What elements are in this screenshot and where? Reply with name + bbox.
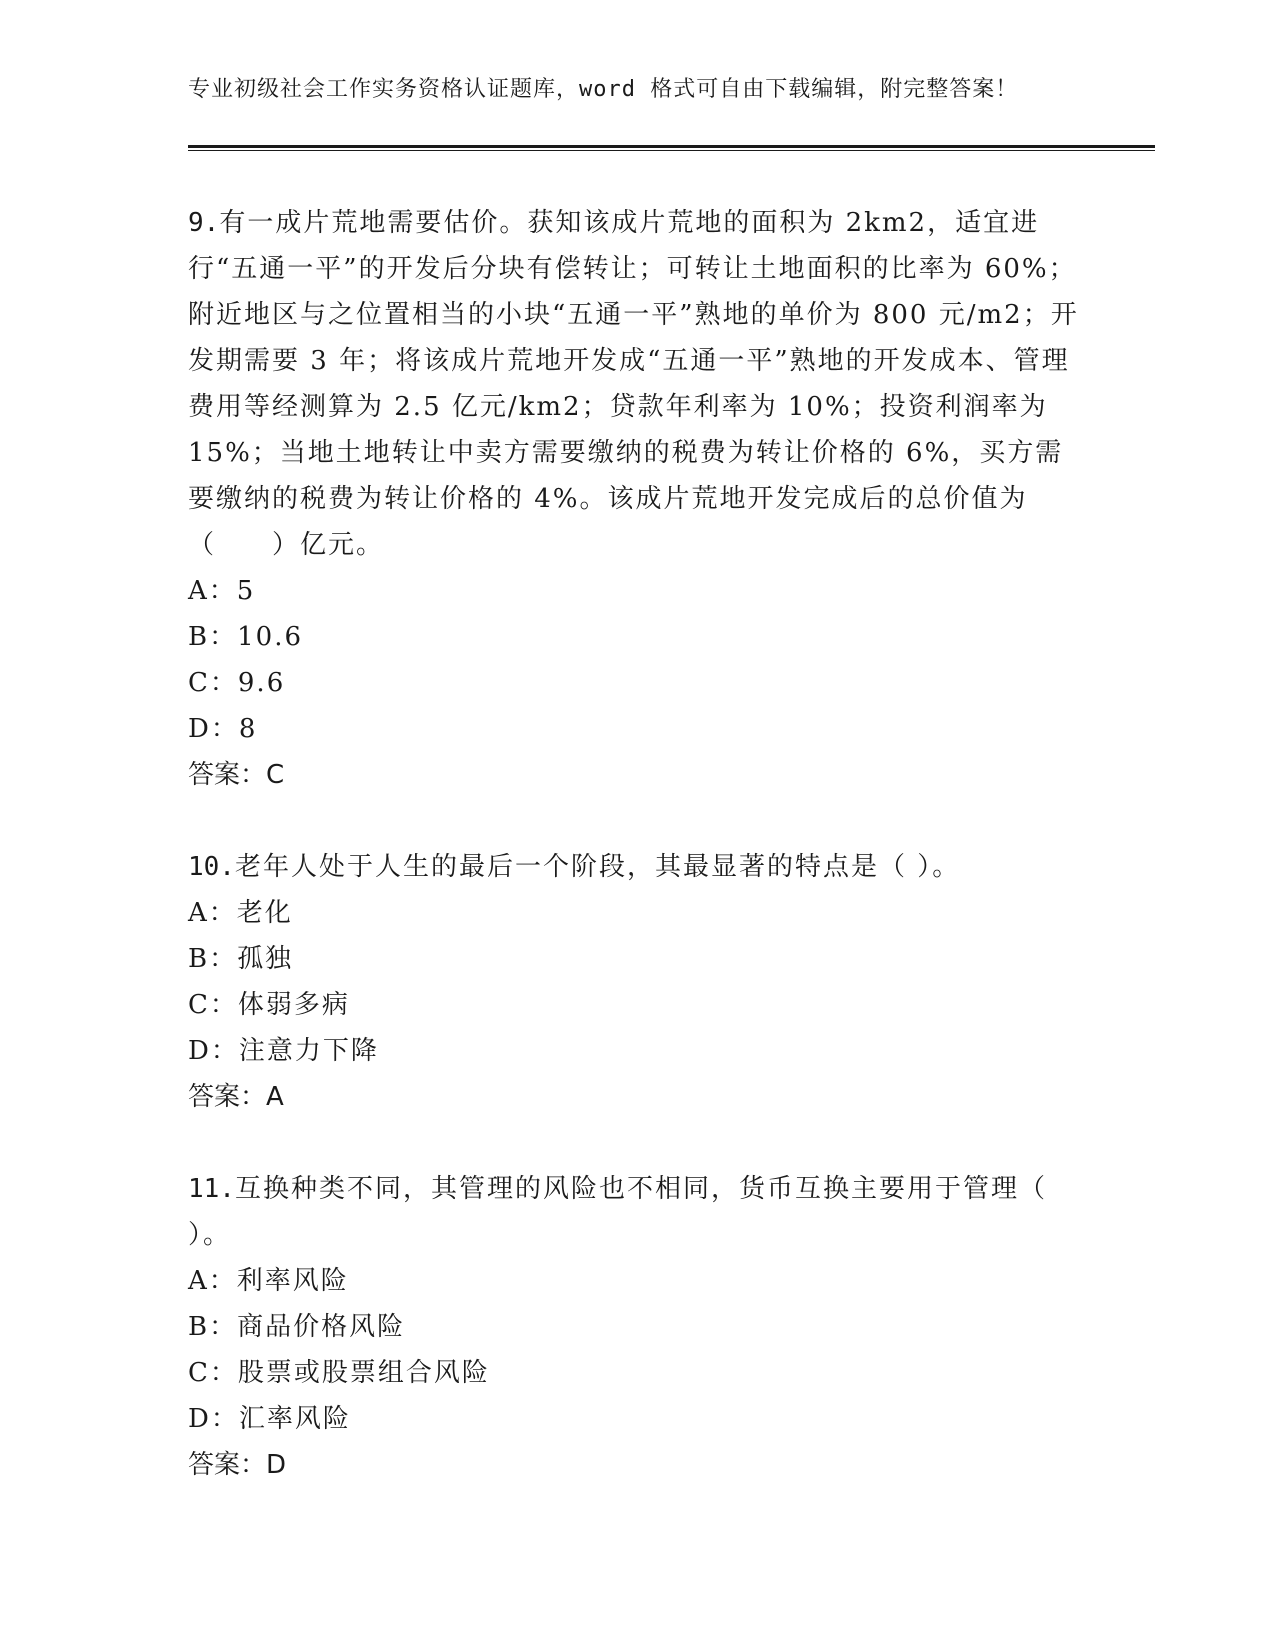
answer-line: 答案：D — [188, 1450, 287, 1480]
question-list — [188, 200, 1088, 1534]
header-divider-thick — [188, 145, 1155, 148]
option-a: A：利率风险 — [188, 1266, 349, 1296]
question-11 — [188, 1166, 1088, 1488]
question-text — [188, 1166, 1088, 1258]
question-number: 10. — [188, 852, 235, 882]
option-d: D：汇率风险 — [188, 1404, 351, 1434]
question-number: 9. — [188, 208, 220, 238]
question-text — [188, 200, 1088, 568]
option-d: D：8 — [188, 714, 258, 744]
option-b: B：10.6 — [188, 622, 303, 652]
option-b: B：孤独 — [188, 944, 294, 974]
page-header: 专业初级社会工作实务资格认证题库，word 格式可自由下载编辑，附完整答案！ — [188, 77, 1019, 102]
option-b: B：商品价格风险 — [188, 1312, 406, 1342]
question-9 — [188, 200, 1088, 798]
option-a: A：5 — [188, 576, 256, 606]
option-a: A：老化 — [188, 898, 293, 928]
question-body: 互换种类不同，其管理的风险也不相同，货币互换主要用于管理（ ）。 — [188, 1174, 1047, 1250]
question-text — [188, 844, 1088, 890]
header-divider-thin — [188, 150, 1155, 151]
answer-line: 答案：C — [188, 760, 285, 790]
question-body: 老年人处于人生的最后一个阶段，其最显著的特点是（ ）。 — [234, 852, 961, 882]
question-number: 11. — [188, 1174, 235, 1204]
answer-line: 答案：A — [188, 1082, 284, 1112]
question-10 — [188, 844, 1088, 1120]
question-body: 有一成片荒地需要估价。获知该成片荒地的面积为 2km2，适宜进行“五通一平”的开发后分块有偿转让；可转让土地面积的比率为 60%；附近地区与之位置相当的小块“五通一平”熟地的单价为 800 元/m2；开发期需要 3 年；将该成片荒地开发成“五通一平”熟地的开发成本、管理费用等经测算为 2.5 亿元/km2；贷款年利率为 10%；投资利润率为 15%；当地土地转让中卖方需要缴纳的税费为转让价格的 6%，买方需要缴纳的税费为转让价格的 4%。该成片荒地开发完成后的总价值为（ ）亿元。 — [188, 208, 1079, 560]
option-c: C：股票或股票组合风险 — [188, 1358, 490, 1388]
option-d: D：注意力下降 — [188, 1036, 379, 1066]
option-c: C：体弱多病 — [188, 990, 350, 1020]
option-c: C：9.6 — [188, 668, 286, 698]
